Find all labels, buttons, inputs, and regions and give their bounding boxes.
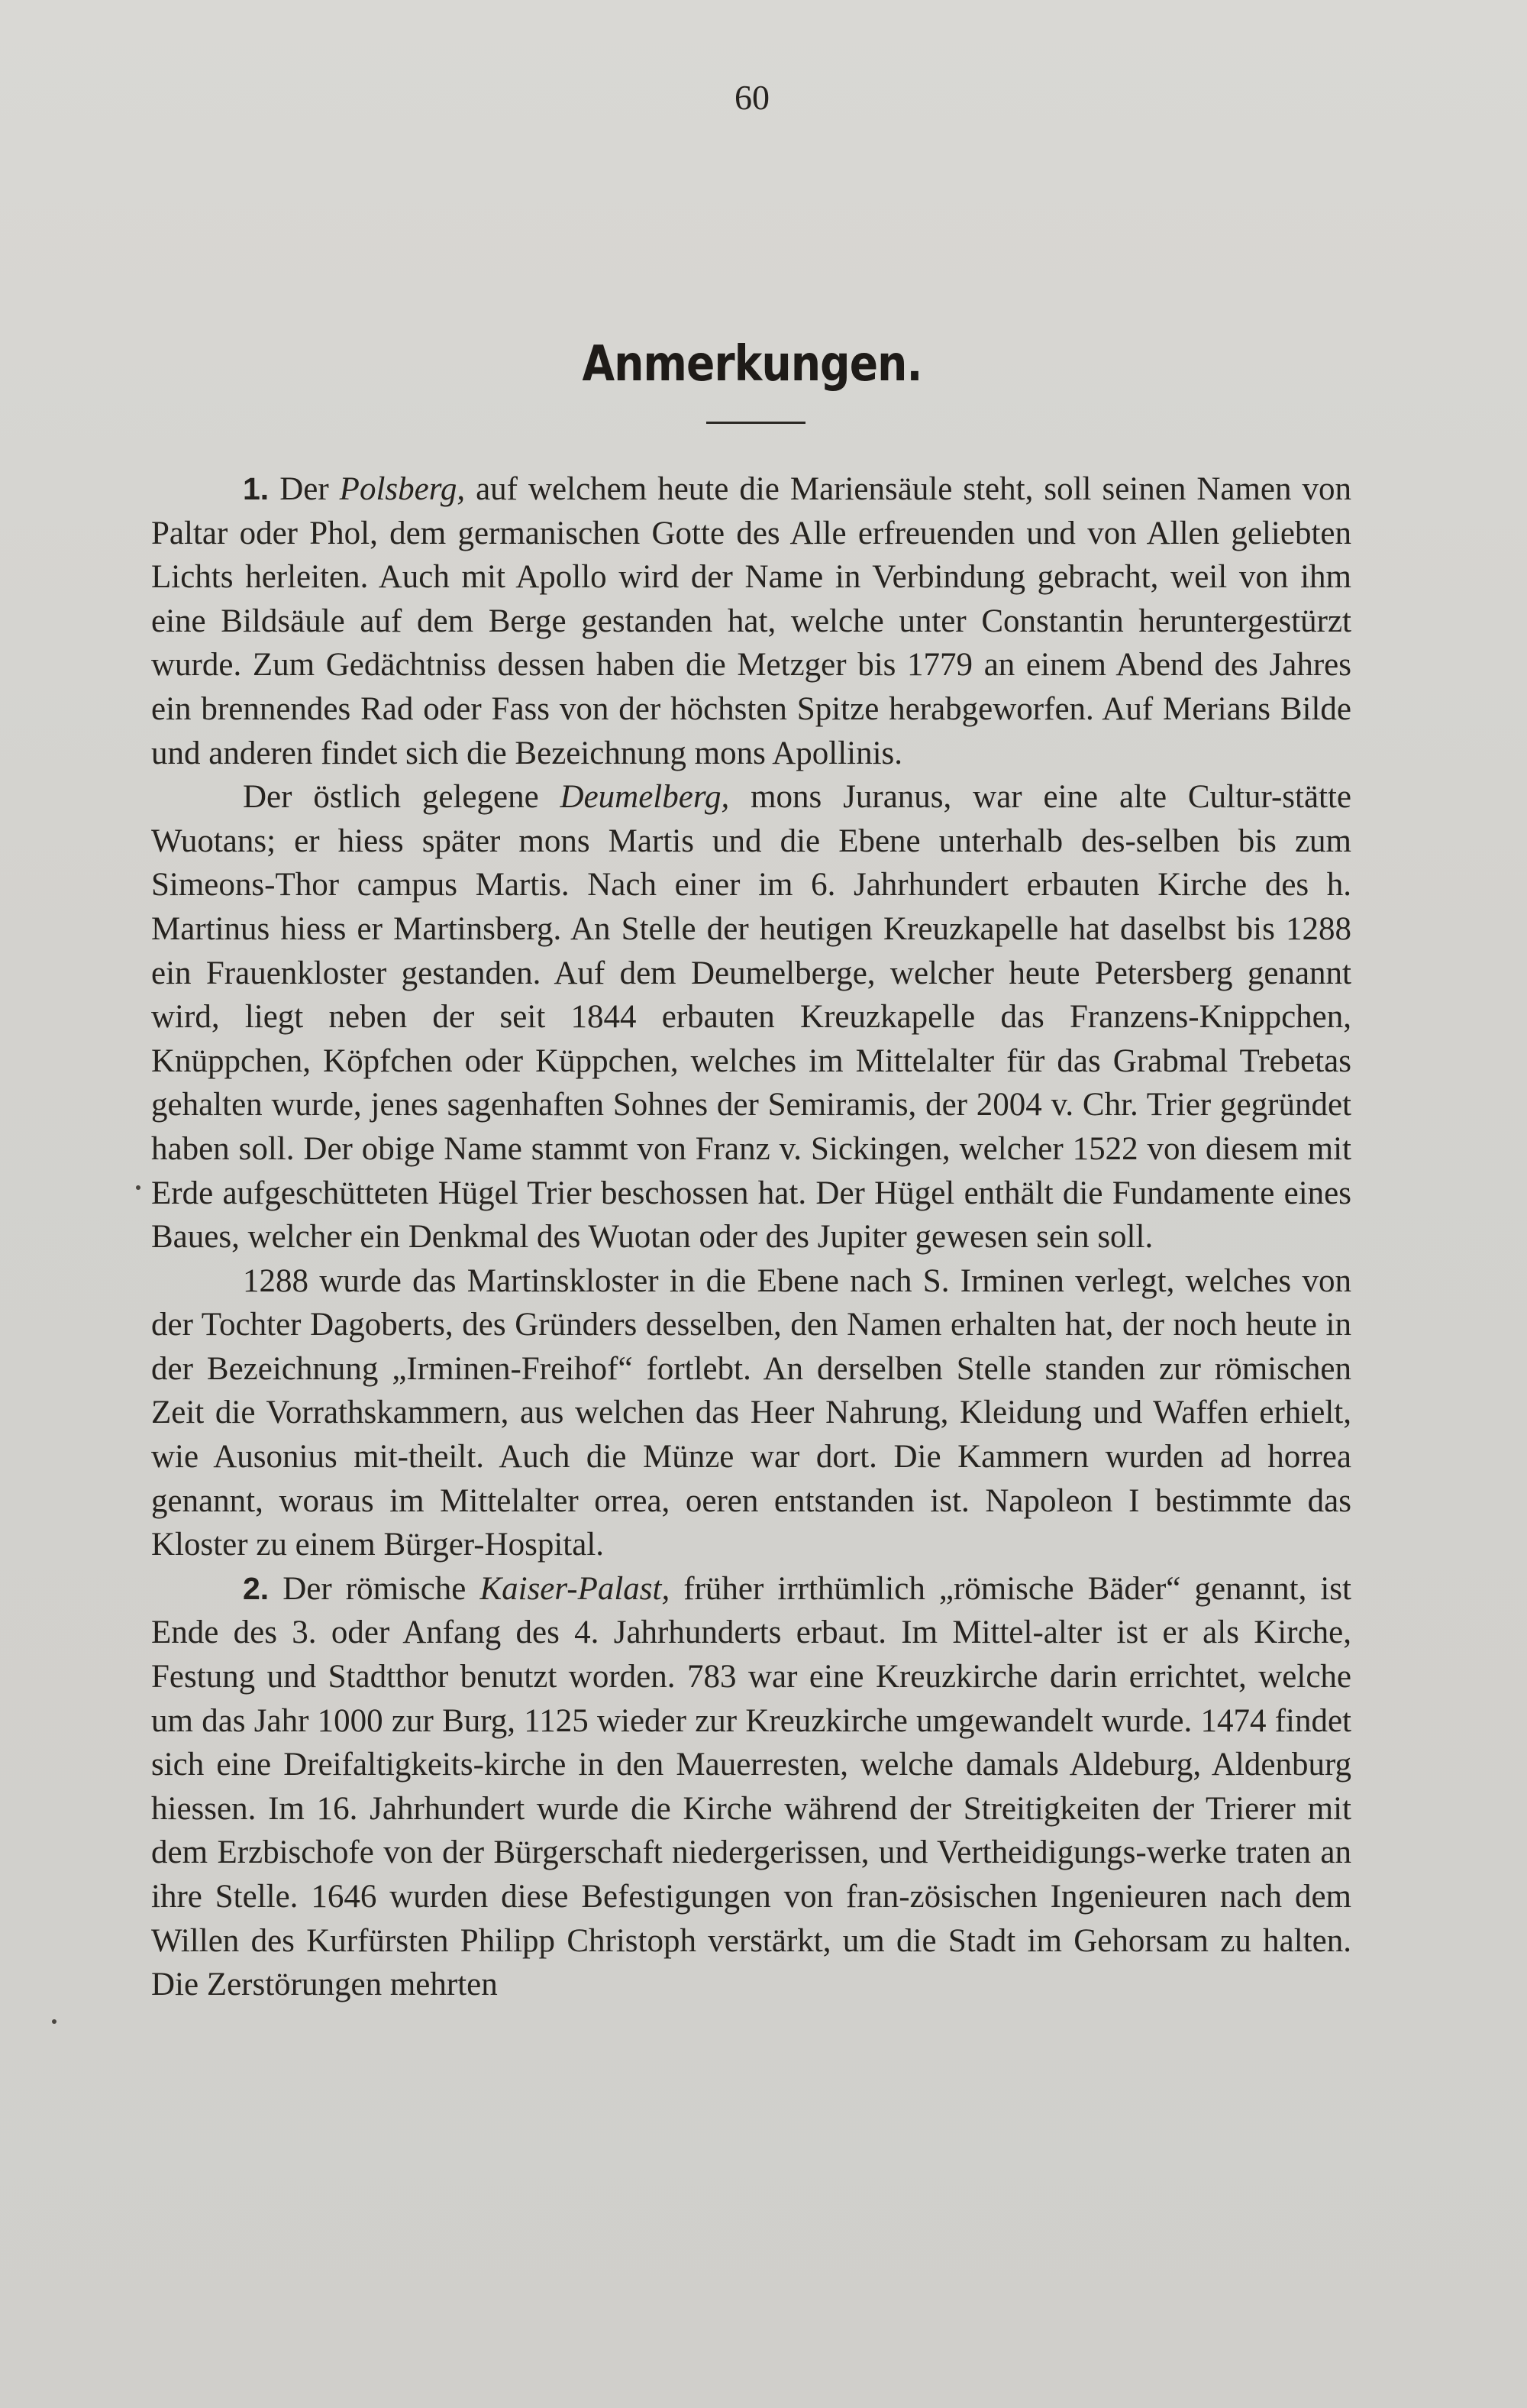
paragraph-text-pre: Der römische (269, 1570, 480, 1607)
place-name: Polsberg, (339, 471, 466, 507)
paragraph-text-pre: Der (269, 471, 340, 507)
paragraph-text: 1288 wurde das Martinskloster in die Ebene nach S. Irminen verlegt, welches von der Tochter Dagoberts, des Gründers desselben, den Namen erhalten hat, der noch heute in der Bezeichnung „Irminen-Freihof“ fortlebt. An derselben Stelle standen zur römischen Zeit die Vorrathskammern, aus welchen das Heer Nahrung, Kleidung und Waffen erhielt, wie Ausonius mit-theilt. Auch die Münze war dort. Die Kammern wurden ad horrea genannt, woraus im Mittelalter orrea, oeren entstanden ist. Napoleon I bestimmte das Kloster zu einem Bürger-Hospital. (151, 1262, 1351, 1563)
paragraph-text-pre: Der östlich gelegene (243, 779, 560, 816)
paragraph-text: früher irrthümlich „römische Bäder“ genannt, ist Ende des 3. oder Anfang des 4. Jahrhunderts erbaut. Im Mittel-alter ist er als Kirche, Festung und Stadtthor benutzt worden. 783 war eine Kreuzkirche darin errichtet, welche um das Jahr 1000 zur Burg, 1125 wieder zur Kreuzkirche umgewandelt wurde. 1474 findet sich eine Dreifaltigkeits-kirche in den Mauerresten, welche damals Aldeburg, Aldenburg hiessen. Im 16. Jahrhundert wurde die Kirche während der Streitigkeiten der Trierer mit dem Erzbischofe von der Bürgerschaft niedergerissen, und Vertheidigungs-werke traten an ihre Stelle. 1646 wurden diese Befestigungen von fran-zösischen Ingenieuren nach dem Willen des Kurfürsten Philipp Christoph verstärkt, um die Stadt im Gehorsam zu halten. Die Zerstörungen mehrten (151, 1570, 1351, 2003)
page-number: 60 (734, 78, 770, 117)
paragraph-text: mons Juranus, war eine alte Cultur-stätte Wuotans; er hiess später mons Martis und die Ebene unterhalb des-selben bis zum Simeons-Thor campus Martis. Nach einer im 6. Jahrhundert erbauten Kirche des h. Martinus hiess er Martinsberg. An Stelle der heutigen Kreuzkapelle hat daselbst bis 1288 ein Frauenkloster gestanden. Auf dem Deumelberge, welcher heute Petersberg genannt wird, liegt neben der seit 1844 erbauten Kreuzkapelle das Franzens-Knippchen, Knüppchen, Köpfchen oder Küppchen, welches im Mittelalter für das Grabmal Trebetas gehalten wurde, jenes sagenhaften Sohnes der Semiramis, der 2004 v. Chr. Trier gegründet haben soll. Der obige Name stammt von Franz v. Sickingen, welcher 1522 von diesem mit Erde aufgeschütteten Hügel Trier beschossen hat. Der Hügel enthält die Fundamente eines Baues, welcher ein Denkmal des Wuotan oder des Jupiter gewesen sein soll. (151, 779, 1352, 1256)
margin-speck (52, 2019, 56, 2024)
title-divider (706, 422, 805, 424)
place-name: Deumelberg, (560, 779, 730, 816)
page-title: Anmerkungen. (582, 336, 922, 393)
note-paragraph-2 (151, 775, 1351, 1259)
place-name: Kaiser-Palast, (479, 1570, 670, 1607)
paragraph-text: auf welchem heute die Mariensäule steht, soll seinen Namen von Paltar oder Phol, dem germanischen Gotte des Alle erfreuenden und von Allen geliebten Lichts herleiten. Auch mit Apollo wird der Name in Verbindung gebracht, weil von ihm eine Bildsäule auf dem Berge gestanden hat, welche unter Constantin heruntergestürzt wurde. Zum Gedächtniss dessen haben die Metzger bis 1779 an einem Abend des Jahres ein brennendes Rad oder Fass von der höchsten Spitze herabgeworfen. Auf Merians Bilde und anderen findet sich die Bezeichnung mons Apollinis. (151, 471, 1351, 771)
note-paragraph-1 (151, 467, 1351, 775)
margin-speck (136, 1185, 140, 1190)
note-number: 1. (243, 471, 270, 506)
note-paragraph-4 (151, 1567, 1351, 2007)
notes-body (151, 467, 1351, 2007)
note-paragraph-3 (151, 1259, 1351, 1567)
note-number: 2. (243, 1570, 270, 1606)
